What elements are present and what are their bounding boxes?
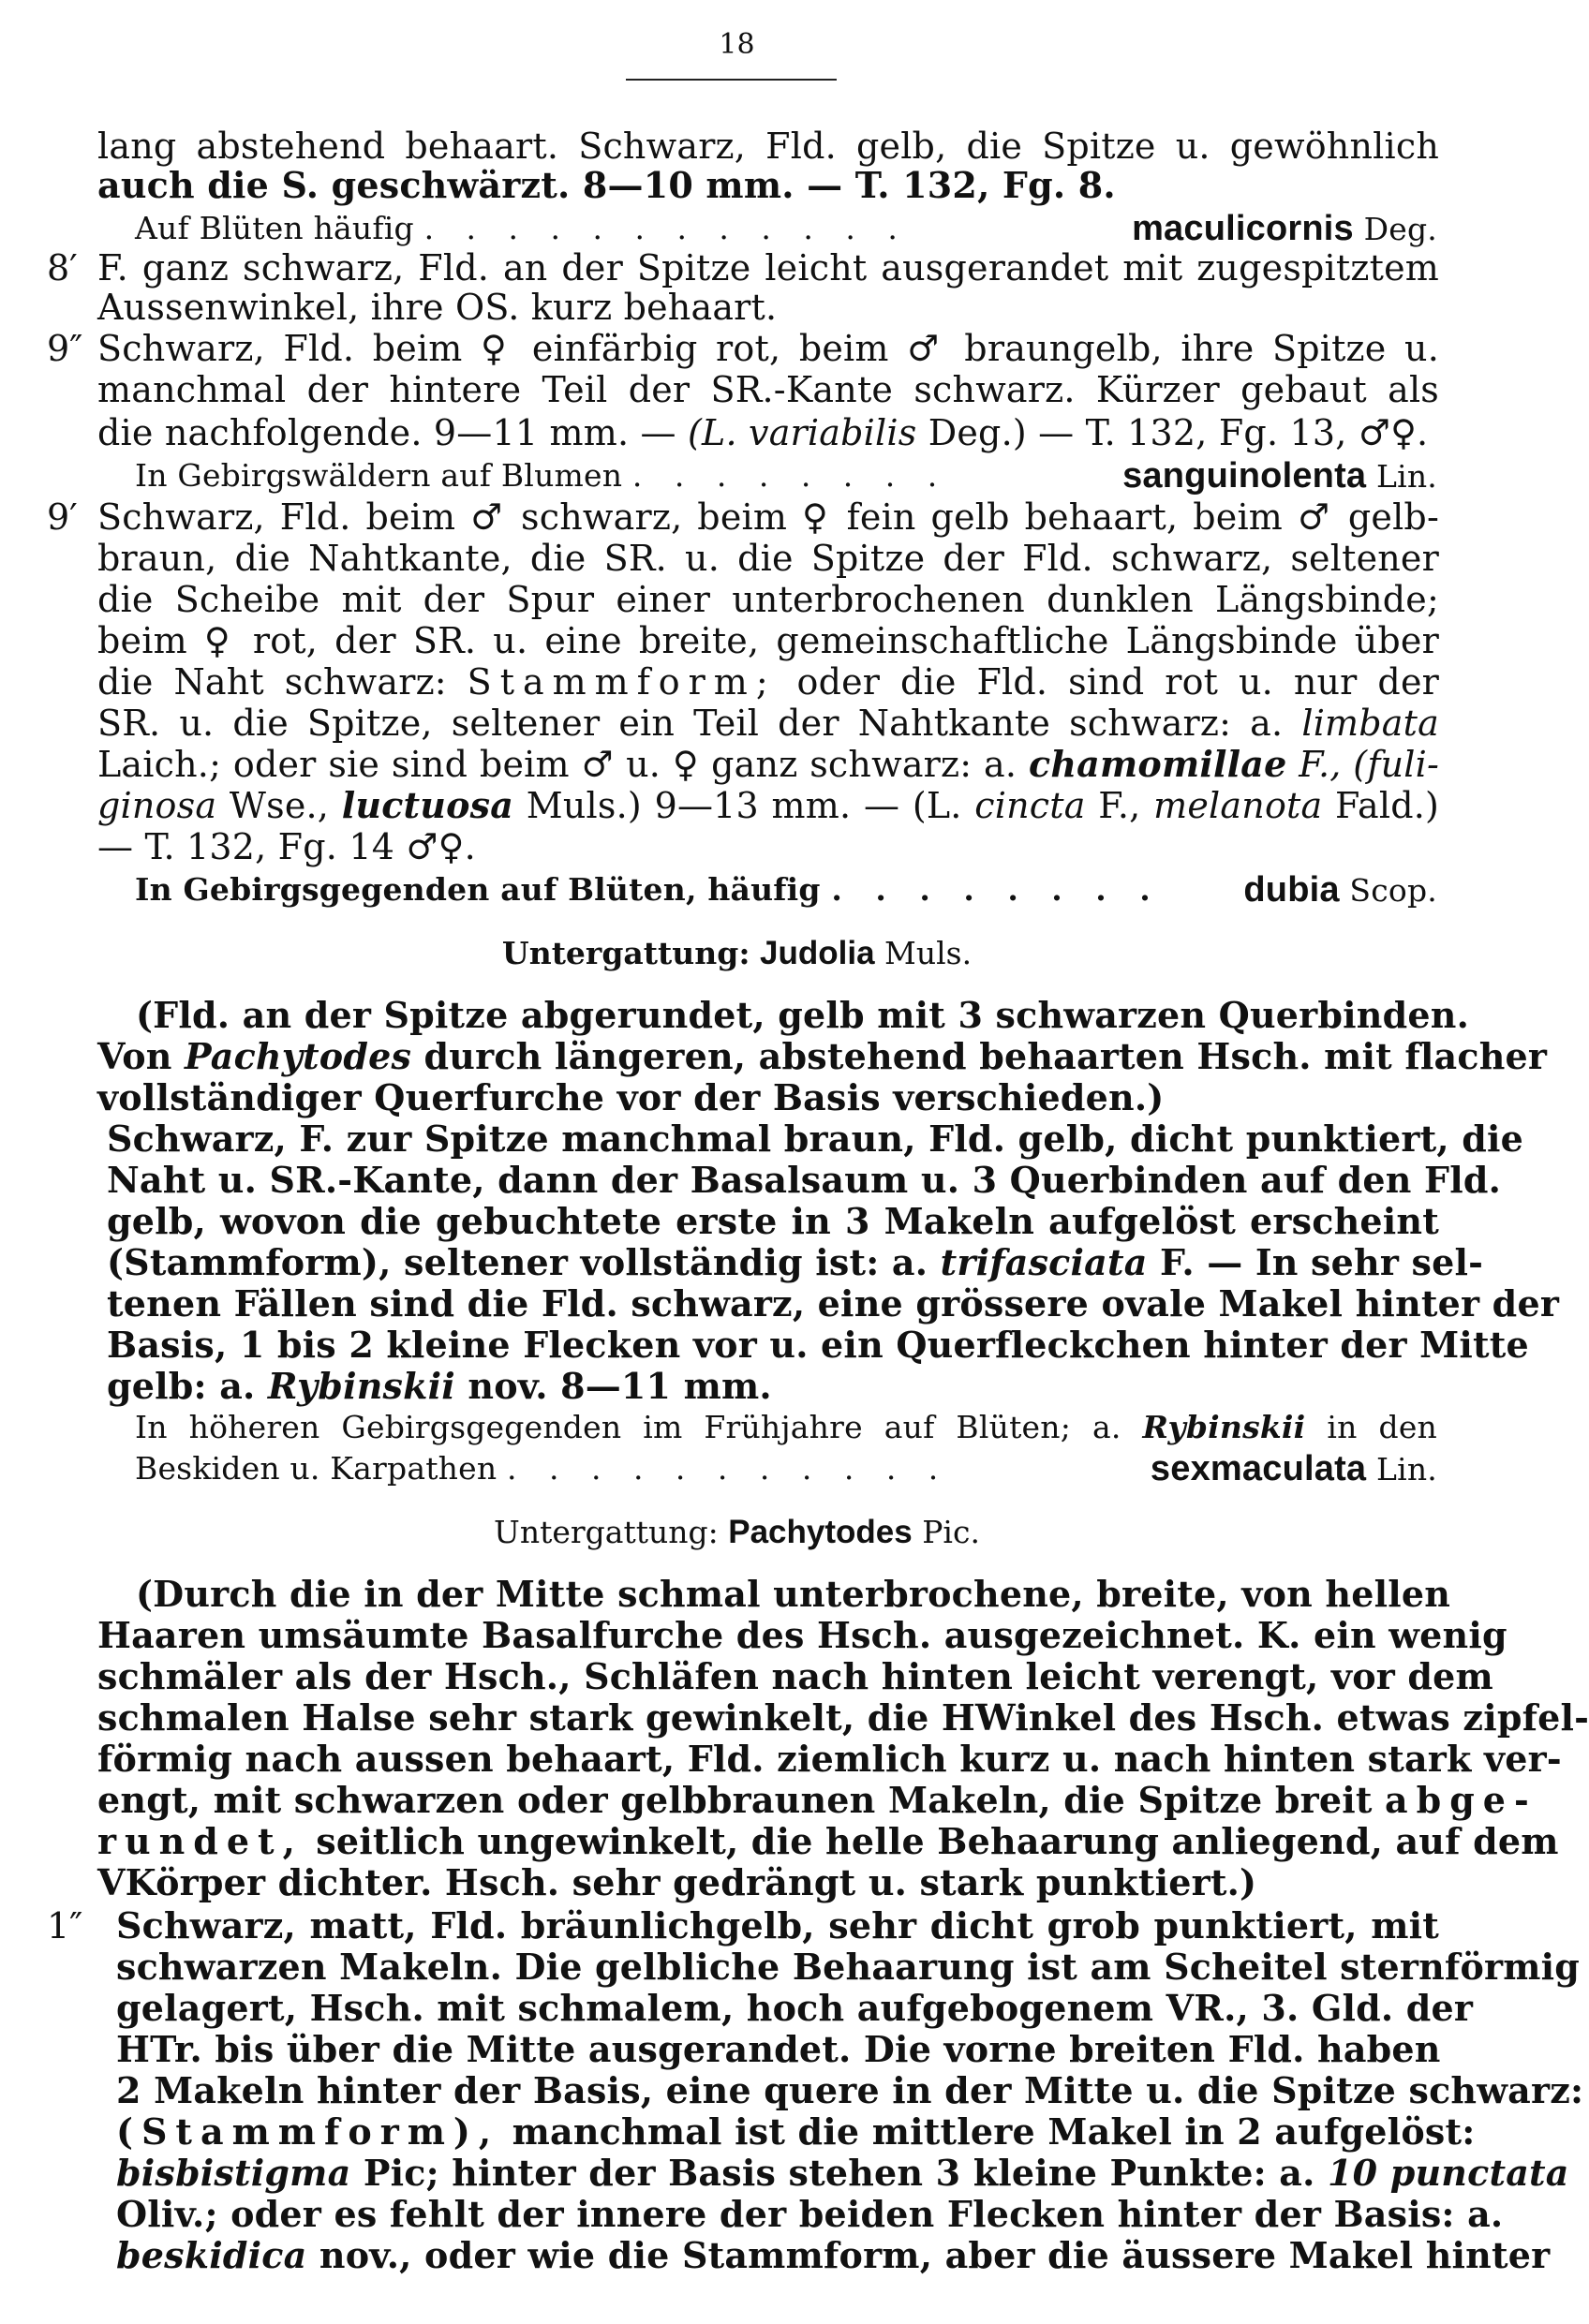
text-run: chamomillae <box>1029 743 1287 785</box>
text-run: schmäler als der Hsch., Schläfen nach hinten leicht verengt, vor dem <box>97 1655 1493 1697</box>
text-run: ginosa <box>97 785 217 826</box>
text-run: Naht u. SR.-Kante, dann der Basalsaum u. 3 Querbinden auf den Fld. <box>107 1159 1502 1201</box>
text-run: die Scheibe mit der Spur einer unterbrochenen dunklen Längsbinde; <box>97 579 1439 620</box>
text-run: Pachytodes <box>728 1514 913 1550</box>
text-line <box>97 412 1439 453</box>
text-run: In Gebirgswäldern auf Blumen <box>135 457 623 494</box>
text-run: Haaren umsäumte Basalfurche des Hsch. ausgezeichnet. K. ein wenig <box>97 1614 1507 1656</box>
key-label: 9′ <box>47 496 78 538</box>
text-line <box>116 2193 1504 2235</box>
text-run: (L. variabilis <box>688 412 917 453</box>
text-run: — T. 132, Fg. 14 ♂♀. <box>97 826 476 867</box>
text-run: Schwarz, matt, Fld. bräunlichgelb, sehr dicht grob punktiert, mit <box>116 1904 1439 1947</box>
text-line <box>136 994 1470 1036</box>
text-run: Wse., <box>229 785 330 826</box>
text-line <box>97 744 1439 785</box>
text-run: VKörper dichter. Hsch. sehr gedrängt u. stark punktiert.) <box>97 1861 1257 1903</box>
habitat-line: In Gebirgsgegenden auf Blüten, häufig . . . . . . . . dubia Scop. <box>135 870 1437 910</box>
text-line <box>107 1159 1502 1201</box>
text-run: 2 Makeln hinter der Basis, eine quere in der Mitte u. die Spitze schwarz: <box>116 2069 1584 2111</box>
text-run: limbata <box>1301 703 1439 744</box>
text-run: Deg.) — T. 132, Fg. 13, ♂♀. <box>928 412 1429 453</box>
text-run: F. ganz schwarz, Fld. an der Spitze leicht ausgerandet mit zugespitztem <box>97 247 1439 289</box>
text-run: durch längeren, abstehend behaarten Hsch. mit flacher <box>423 1035 1548 1077</box>
text-line <box>97 165 1439 206</box>
page-number: 18 <box>719 28 755 61</box>
text-run: luctuosa <box>341 784 514 826</box>
text-run: Muls.) 9—13 mm. — (L. <box>526 785 962 826</box>
text-line <box>97 620 1439 661</box>
text-line <box>97 785 1439 826</box>
text-line <box>116 2234 1551 2276</box>
text-run: beim ♀ rot, der SR. u. eine breite, gemeinschaftliche Längsbinde über <box>97 620 1439 661</box>
text-run: seitlich ungewinkelt, die helle Behaarung anliegend, auf dem <box>316 1820 1559 1862</box>
text-line <box>97 1655 1493 1697</box>
text-run: schmalen Halse sehr stark gewinkelt, die HWinkel des Hsch. etwas zipfel- <box>97 1696 1589 1739</box>
species-name: dubia <box>1243 870 1340 910</box>
text-line <box>116 2152 1569 2194</box>
text-line <box>97 1738 1562 1780</box>
text-run: Pic; hinter der Basis stehen 3 kleine Punkte: a. <box>363 2152 1315 2194</box>
text-run: Aussenwinkel, ihre OS. kurz behaart. <box>97 287 778 328</box>
text-run: auch die S. geschwärzt. 8—10 mm. — T. 132, Fg. 8. <box>97 164 1116 206</box>
text-run: Lin. <box>1375 458 1437 495</box>
text-run: in den <box>1327 1409 1437 1445</box>
text-run: (Fld. an der Spitze abgerundet, gelb mit 3 schwarzen Querbinden. <box>136 994 1470 1036</box>
text-run: 10 punctata <box>1328 2152 1569 2194</box>
text-run: (Stammform), seltener vollständig ist: a. <box>107 1241 928 1283</box>
text-line <box>97 1779 1537 1821</box>
text-run: rundet, <box>97 1820 304 1862</box>
text-run: In höheren Gebirgsgegenden im Frühjahre auf Blüten; a. <box>135 1409 1121 1445</box>
text-line <box>116 1905 1439 1947</box>
text-line <box>97 369 1439 410</box>
text-line <box>107 1201 1439 1242</box>
text-run: Oliv.; oder es fehlt der innere der beiden Flecken hinter der Basis: a. <box>116 2193 1504 2235</box>
text-line <box>97 579 1439 620</box>
text-run: HTr. bis über die Mitte ausgerandet. Die vorne breiten Fld. haben <box>116 2028 1441 2070</box>
key-label: 9″ <box>47 328 83 369</box>
text-line <box>97 538 1439 579</box>
text-run: schwarzen Makeln. Die gelbliche Behaarung ist am Scheitel sternförmig <box>116 1946 1581 1988</box>
text-line <box>107 1241 1484 1283</box>
text-run: oder die Fld. sind rot u. nur der <box>796 661 1439 703</box>
text-run: Schwarz, F. zur Spitze manchmal braun, Fld. gelb, dicht punktiert, die <box>107 1118 1524 1160</box>
habitat-line <box>135 1407 1437 1448</box>
text-run: Judolia <box>760 935 875 971</box>
text-run: Untergattung: <box>494 1514 719 1550</box>
text-line <box>107 1282 1560 1325</box>
text-run: Auf Blüten häufig <box>135 210 414 246</box>
species-name: sexmaculata <box>1150 1449 1367 1488</box>
text-line <box>97 287 1439 328</box>
text-run: F. — In sehr sel- <box>1159 1241 1484 1283</box>
text-run: nov., oder wie die Stammform, aber die äussere Makel hinter <box>319 2234 1551 2276</box>
text-line <box>97 328 1439 369</box>
text-run: Pachytodes <box>185 1035 412 1077</box>
text-line <box>116 1946 1581 1988</box>
text-line <box>97 703 1439 744</box>
text-run: (Durch die in der Mitte schmal unterbrochene, breite, von hellen <box>136 1573 1451 1615</box>
text-run: gelb, wovon die gebuchtete erste in 3 Makeln aufgelöst erscheint <box>107 1200 1439 1242</box>
text-run: Pic. <box>922 1514 980 1550</box>
text-line <box>116 2110 1476 2153</box>
text-run: manchmal ist die mittlere Makel in 2 aufgelöst: <box>512 2110 1476 2153</box>
text-line <box>97 1696 1589 1739</box>
text-run: Rybinskii <box>267 1365 455 1407</box>
text-run: trifasciata <box>940 1241 1148 1283</box>
text-run: (Stammform), <box>116 2110 500 2153</box>
text-run: Scop. <box>1349 872 1437 909</box>
species-name: maculicornis <box>1132 209 1354 248</box>
text-line <box>97 1862 1439 1903</box>
text-run: Beskiden u. Karpathen <box>135 1450 497 1487</box>
text-run: lang abstehend behaart. Schwarz, Fld. gelb, die Spitze u. gewöhnlich <box>97 126 1439 167</box>
text-run: Deg. <box>1363 211 1437 247</box>
header-rule <box>626 79 837 81</box>
text-line <box>107 1366 1439 1407</box>
text-line <box>97 1077 1439 1118</box>
text-run: SR. u. die Spitze, seltener ein Teil der Nahtkante schwarz: a. <box>97 703 1284 744</box>
text-line <box>97 826 1439 867</box>
text-run: abge- <box>1385 1779 1537 1821</box>
text-run: braun, die Nahtkante, die SR. u. die Spitze der Fld. schwarz, seltener <box>97 538 1439 579</box>
text-run: Schwarz, Fld. beim ♂ schwarz, beim ♀ fein gelb behaart, beim ♂ gelb- <box>97 496 1439 538</box>
text-run: Basis, 1 bis 2 kleine Flecken vor u. ein Querfleckchen hinter der Mitte <box>107 1324 1529 1366</box>
text-run: die Naht schwarz: <box>97 661 447 703</box>
text-run: In Gebirgsgegenden auf Blüten, häufig <box>135 871 821 908</box>
text-run: gelagert, Hsch. mit schmalem, hoch aufgebogenem VR., 3. Gld. der <box>116 1987 1474 2029</box>
text-run: vollständiger Querfurche vor der Basis verschieden.) <box>97 1076 1165 1118</box>
text-run: die nachfolgende. 9—11 mm. — <box>97 412 676 453</box>
text-run: Muls. <box>884 935 973 971</box>
text-line <box>97 1035 1548 1077</box>
text-run: Fald.) <box>1335 785 1440 826</box>
key-label: 8′ <box>47 247 78 289</box>
text-run: manchmal der hintere Teil der SR.-Kante schwarz. Kürzer gebaut als <box>97 369 1439 410</box>
species-name: sanguinolenta <box>1122 456 1367 496</box>
text-line <box>107 1324 1529 1366</box>
text-run: bisbistigma <box>116 2152 351 2194</box>
text-line <box>97 1820 1559 1862</box>
text-run: cincta <box>974 785 1086 826</box>
text-run: melanota <box>1153 785 1323 826</box>
text-run: F., <box>1098 785 1141 826</box>
text-line <box>107 1118 1524 1160</box>
text-run: gelb: a. <box>107 1365 256 1407</box>
text-run: engt, mit schwarzen oder gelbbraunen Makeln, die Spitze breit <box>97 1779 1373 1821</box>
text-run: F., (fuli- <box>1299 744 1440 785</box>
subgenus-heading <box>0 933 1474 974</box>
text-line <box>97 661 1439 703</box>
text-run: Rybinskii <box>1142 1409 1306 1445</box>
text-run: nov. 8—11 mm. <box>468 1365 772 1407</box>
text-line <box>116 1987 1474 2029</box>
text-run: Von <box>97 1035 172 1077</box>
text-line <box>116 2029 1439 2070</box>
text-run: Untergattung: <box>501 935 750 971</box>
text-line <box>97 496 1439 538</box>
text-run: Schwarz, Fld. beim ♀ einfärbig rot, beim ♂ braungelb, ihre Spitze u. <box>97 328 1439 369</box>
text-run: beskidica <box>116 2234 307 2276</box>
habitat-line: Auf Blüten häufig . . . . . . . . . . . . maculicornis Deg. <box>135 209 1437 248</box>
text-line <box>97 1614 1507 1656</box>
subgenus-heading <box>0 1512 1474 1553</box>
text-run: Lin. <box>1375 1451 1437 1488</box>
text-line <box>116 2069 1584 2111</box>
text-line <box>136 1573 1451 1615</box>
habitat-line: Beskiden u. Karpathen . . . . . . . . . . . sexmaculata Lin. <box>135 1449 1437 1488</box>
text-run: Laich.; oder sie sind beim ♂ u. ♀ ganz schwarz: a. <box>97 744 1017 785</box>
text-run: Stammform; <box>467 661 777 703</box>
habitat-line: In Gebirgswäldern auf Blumen . . . . . . . . sanguinolenta Lin. <box>135 456 1437 496</box>
text-line <box>97 126 1439 167</box>
text-run: förmig nach aussen behaart, Fld. ziemlich kurz u. nach hinten stark ver- <box>97 1738 1562 1780</box>
text-run: tenen Fällen sind die Fld. schwarz, eine grössere ovale Makel hinter der <box>107 1282 1560 1325</box>
text-line <box>97 247 1439 289</box>
key-label: 1″ <box>47 1905 83 1947</box>
